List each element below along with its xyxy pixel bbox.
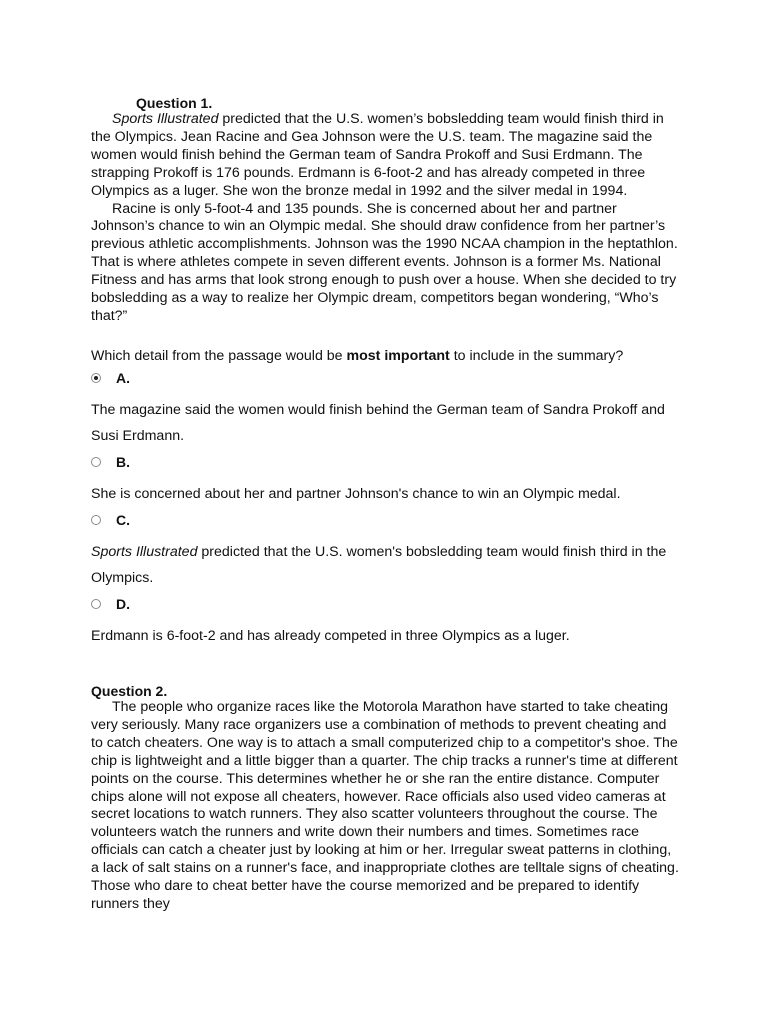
choice-c-text: Sports Illustrated predicted that the U.S. women's bobsledding team would finish third in the Olympics.	[91, 544, 667, 586]
choice-b-text: She is concerned about her and partner Johnson's chance to win an Olympic medal.	[91, 486, 621, 502]
publication-title: Sports Illustrated	[112, 111, 219, 127]
choice-b-letter: B.	[116, 454, 130, 470]
choice-a-text: The magazine said the women would finish behind the German team of Sandra Prokoff and Susi Erdmann.	[91, 402, 665, 444]
choice-b-option[interactable]	[91, 453, 130, 471]
question-2-title: Question 2.	[91, 683, 168, 699]
question-1-passage	[91, 111, 681, 326]
choice-d-text: Erdmann is 6-foot-2 and has already competed in three Olympics as a luger.	[91, 628, 570, 644]
radio-button[interactable]	[91, 599, 101, 609]
publication-title: Sports Illustrated	[91, 544, 198, 560]
question-1-prompt: Which detail from the passage would be most important to include in the summary?	[91, 348, 624, 364]
passage-paragraph	[91, 111, 681, 201]
choice-c-option[interactable]	[91, 511, 130, 529]
choice-a-letter: A.	[116, 370, 130, 386]
passage-paragraph: The people who organize races like the Motorola Marathon have started to take cheating very seriously. Many race organizers use a combination of methods to prevent cheating and to catch cheaters. One way is to attach a small computerized chip to a competitor's shoe. The chip is lightweight and a little bigger than a quarter. The chip tracks a runner's time at different points on the course. This determines whether he or she ran the entire distance. Computer chips alone will not expose all cheaters, however. Race officials also used video cameras at secret locations to watch runners. They also scatter volunteers throughout the course. The volunteers watch the runners and write down their numbers and times. Sometimes race officials can catch a cheater just by looking at him or her. Irregular sweat patterns in clothing, a lack of salt stains on a runner's face, and inappropriate clothes are telltale signs of cheating. Those who dare to cheat better have the course memorized and be prepared to identify runners they	[91, 699, 679, 912]
choice-a-option[interactable]	[91, 369, 130, 387]
question-1-title: Question 1.	[136, 95, 213, 111]
radio-button[interactable]	[91, 515, 101, 525]
radio-button-selected[interactable]	[91, 373, 101, 383]
choice-d-letter: D.	[116, 596, 130, 612]
passage-paragraph: Racine is only 5-foot-4 and 135 pounds. She is concerned about her and partner Johnson’s chance to win an Olympic medal. She should draw confidence from her partner’s previous athletic accomplishments. Johnson was the 1990 NCAA champion in the heptathlon. That is where athletes compete in seven different events. Johnson is a former Ms. National Fitness and has arms that look strong enough to push over a house. When she decided to try bobsledding as a way to realize her Olympic dream, competitors began wondering, “Who’s that?”	[91, 200, 678, 324]
passage-text: predicted that the U.S. women’s bobsledding team would finish third in the Olympics. Jean Racine and Gea Johnson were the U.S. team. The magazine said the women would finish behind the German team of Sandra Prokoff and Susi Erdmann. The strapping Prokoff is 176 pounds. Erdmann is 6-foot-2 and has already competed in three Olympics as a luger. She won the bronze medal in 1992 and the silver medal in 1994.	[91, 111, 664, 199]
emphasis-text: most important	[346, 348, 450, 364]
radio-button[interactable]	[91, 457, 101, 467]
choice-c-letter: C.	[116, 512, 130, 528]
choice-d-option[interactable]	[91, 595, 130, 613]
question-2-passage	[91, 699, 681, 914]
